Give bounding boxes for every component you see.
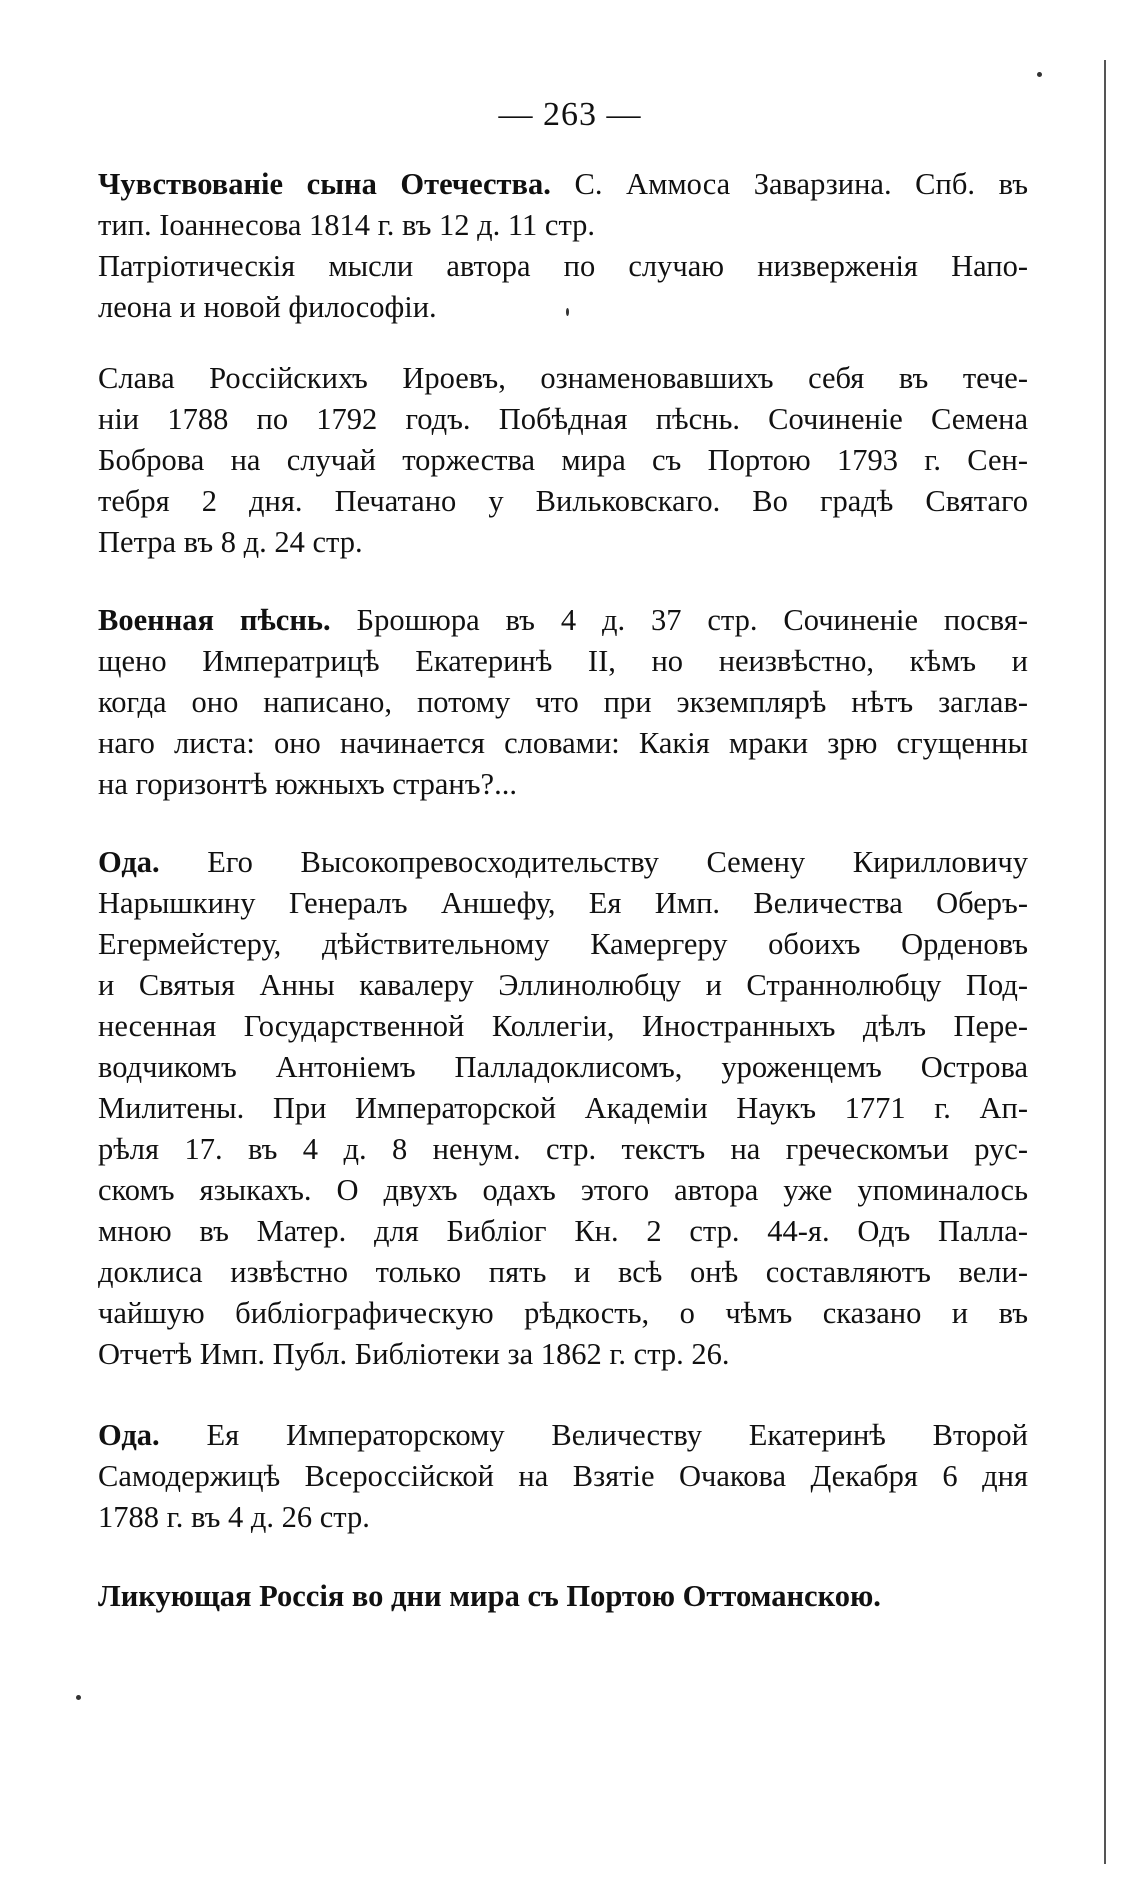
entry-line: леона и новой философіи. [98,290,437,324]
entry-line: Петра въ 8 д. 24 стр. [98,525,363,559]
entry-line [98,1576,1028,1617]
scan-speck [1037,72,1042,77]
entry-line: Самодержицѣ Всероссійской на Взятіе Очакова Декабря 6 дня [98,1459,1028,1493]
entry-line: наго листа: оно начинается словами: Какія мраки зрю сгущенны [98,726,1028,760]
entry-line: несенная Государственной Коллегіи, Иностранныхъ дѣлъ Пере- [98,1009,1028,1043]
catalog-entry-1 [98,164,1028,328]
entry-title: Ода. [98,1418,160,1452]
entry-line: тебря 2 дня. Печатано у Вильковскаго. Во градѣ Святаго [98,484,1028,518]
entry-line: тип. Іоаннесова 1814 г. въ 12 д. 11 стр. [98,208,596,242]
entry-line: щено Императрицѣ Екатеринѣ II, но неизвѣстно, кѣмъ и [98,644,1028,678]
catalog-entry-6 [98,1576,1028,1617]
catalog-entry-5 [98,1415,1028,1538]
entry-line: чайшую библіографическую рѣдкость, о чѣмъ сказано и въ [98,1296,1028,1330]
entry-line: Нарышкину Генералъ Аншефу, Ея Имп. Величества Оберъ- [98,886,1028,920]
entry-title: Ликующая Россія во дни мира съ Портою Оттоманскою. [98,1579,881,1613]
entry-line: мною въ Матер. для Библіог Кн. 2 стр. 44-я. Одъ Палла- [98,1214,1028,1248]
entry-line: Слава Россійскихъ Ироевъ, ознаменовавшихъ себя въ тече- [98,361,1028,395]
entry-line: доклиса извѣстно только пять и всѣ онѣ составляютъ вели- [98,1255,1028,1289]
entry-line: ніи 1788 по 1792 годъ. Побѣдная пѣснь. Сочиненіе Семена [98,402,1028,436]
entry-line: Милитены. При Императорской Академіи Наукъ 1771 г. Ап- [98,1091,1028,1125]
page-number: — 263 — [498,96,642,133]
entry-title: Ода. [98,845,160,879]
entry-line: Отчетѣ Имп. Публ. Библіотеки за 1862 г. стр. 26. [98,1337,730,1371]
entry-line: Чувствованіе сына Отечества. С. Аммоса Заварзина. Спб. въ [98,167,1028,201]
entry-line: Егермейстеру, дѣйствительному Камергеру обоихъ Орденовъ [98,927,1028,961]
entry-line: Боброва на случай торжества мира съ Портою 1793 г. Сен- [98,443,1028,477]
entry-line: Патріотическія мысли автора по случаю низверженія Напо- [98,249,1028,283]
entry-title: Военная пѣснь. [98,603,331,637]
scan-page-edge [1104,60,1106,1864]
entry-line: Ода. Его Высокопревосходительству Семену Кирилловичу [98,845,1028,879]
entry-line: скомъ языкахъ. О двухъ одахъ этого автора уже упоминалось [98,1173,1028,1207]
catalog-entry-3 [98,600,1028,805]
entry-line: 1788 г. въ 4 д. 26 стр. [98,1500,370,1534]
entry-line: Ода. Ея Императорскому Величеству Екатеринѣ Второй [98,1418,1028,1452]
entry-line: водчикомъ Антоніемъ Палладоклисомъ, уроженцемъ Острова [98,1050,1028,1084]
catalog-entry-2 [98,358,1028,563]
scan-speck [566,308,569,316]
entry-line: Военная пѣснь. Брошюра въ 4 д. 37 стр. Сочиненіе посвя- [98,603,1028,637]
scan-speck [76,1695,81,1700]
entry-line: на горизонтѣ южныхъ странъ?... [98,767,517,801]
entry-title: Чувствованіе сына Отечества. [98,167,551,201]
catalog-entry-4 [98,842,1028,1375]
entry-line: рѣля 17. въ 4 д. 8 ненум. стр. текстъ на греческомъи рус- [98,1132,1028,1166]
entry-line: и Святыя Анны кавалеру Эллинолюбцу и Страннолюбцу Под- [98,968,1028,1002]
entry-line: когда оно написано, потому что при экземплярѣ нѣтъ заглав- [98,685,1028,719]
